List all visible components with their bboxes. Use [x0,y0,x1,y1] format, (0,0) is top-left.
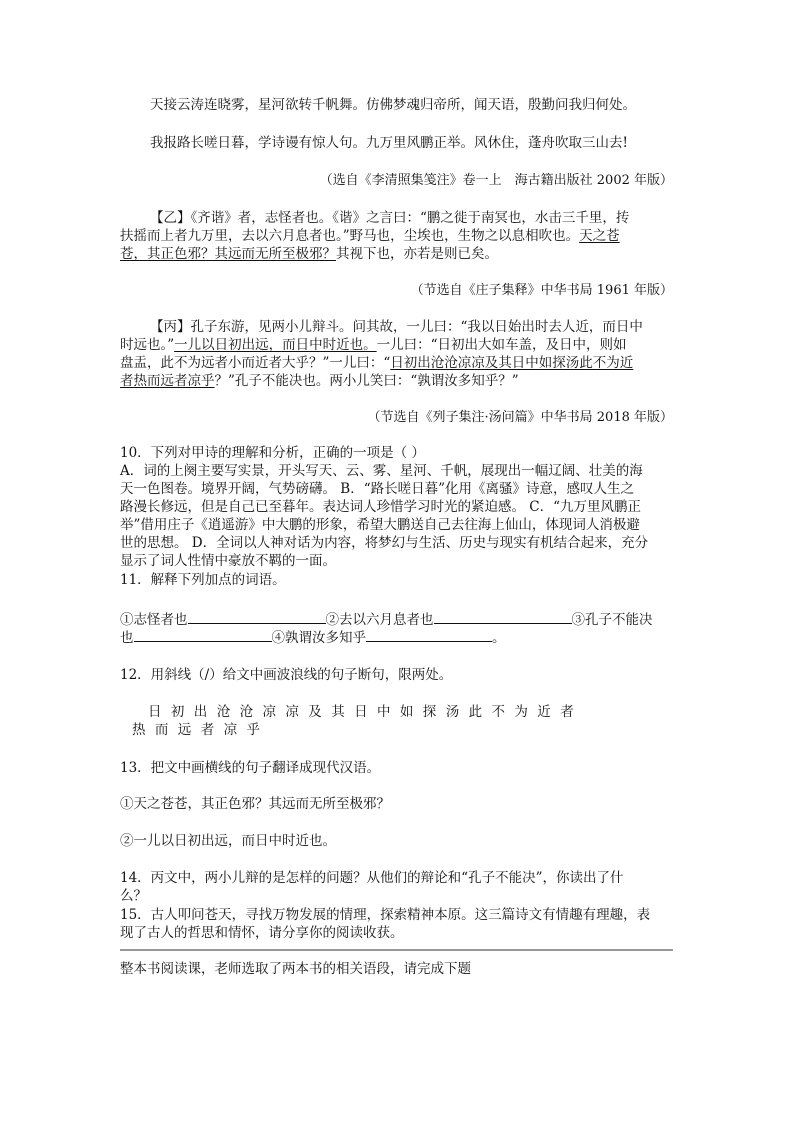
q10-line-6: 显示了词人性情中豪放不羁的一面。 [120,553,336,569]
poem-source: （选自《李清照集笺注》卷一上 海古籍出版社 2002 年版） [319,173,673,188]
poem-line-2: 我报路长嗟日暮，学诗谩有惊人句。九万里风鹏正举。风休住，蓬舟吹取三山去! [150,135,628,151]
q11-item-c: ③孔子不能决 [571,612,653,628]
yi-source: （节选自《庄子集释》中华书局 1961 年版） [410,283,673,298]
q14-line-2: 么？ [120,888,147,904]
yi-line-2-text: 扶摇而上者九万里，去以六月息者也。”野马也，尘埃也，生物之以息相吹也。 [120,228,580,244]
q11-item-a: ①志怪者也 [120,612,188,628]
q10-line-1: A．词的上阕主要写实景，开头写天、云、雾、星河、千帆，展现出一幅辽阔、壮美的海 [120,463,643,479]
bing-line-3 [120,353,673,373]
bing-wavy-sentence-b: 者热而远者凉乎 [120,373,215,389]
bing-source: （节选自《列子集注·汤问篇》中华书局 2018 年版） [367,410,673,425]
bing-line-3a: 盘盂，此不为远者小而近者大乎？”一儿曰：“ [120,355,391,371]
q11-stem: 11．解释下列加点的词语。 [120,572,286,588]
q14-line-1: 14．丙文中，两小儿辩的是怎样的问题？从他们的辩论和“孔子不能决”，你读出了什 [120,870,624,886]
q11-blank-d[interactable] [366,627,492,642]
yi-underlined-b: 苍，其正色邪？其远而无所至极邪？ [120,246,336,262]
bing-line-4 [120,371,673,391]
q10-line-2: 天一色图卷。境界开阔，气势磅礴。 B．“路长嗟日暮”化用《离骚》诗意，感叹人生之 [120,481,635,497]
q12-sentence-line-1: 日初出沧沧凉凉及其日中如探汤此不为近者 [148,704,584,720]
yi-underlined-a: 天之苍 [579,228,620,244]
q10-line-5: 世的思想。 D．全词以人神对话为内容，将梦幻与生活、历史与现实有机结合起来，充分 [120,535,649,551]
q12-stem: 12．用斜线（/）给文中画波浪线的句子断句，限两处。 [120,667,453,683]
q15-line-1: 15．古人叩问苍天，寻找万物发展的情理，探索精神本原。这三篇诗文有情趣有理趣，表 [120,907,651,923]
q10-line-3: 路漫长修远，但是自己已至暮年。表达词人珍惜学习时光的紧迫感。 C．“九万里风鹏正 [120,499,642,515]
bing-line-1: 【丙】孔子东游，见两小儿辩斗。问其故，一儿曰：“我以日始出时去人近，而日中 [150,319,643,335]
footer-prompt: 整本书阅读课，老师选取了两本书的相关语段，请完成下题 [120,961,471,977]
yi-line-3-text: 其视下也，亦若是则已矣。 [336,246,498,262]
q10-stem: 10．下列对甲诗的理解和分析，正确的一项是（ ） [120,445,425,461]
yi-line-1: 【乙】《齐谐》者，志怪者也。《谐》之言曰：“鹏之徙于南冥也，水击三千里，抟 [150,210,630,226]
bing-line-2a: 时远也。” [120,337,175,353]
yi-line-2 [120,226,673,246]
q11-item-b: ②去以六月息者也 [325,612,434,628]
q13-item-a: ①天之苍苍，其正色邪？其远而无所至极邪？ [120,796,390,812]
bing-line-2 [120,335,673,355]
q11-item-c-tail: 也 [120,630,134,646]
q12-sentence-line-2: 热而远者凉乎 [132,722,270,738]
bing-wavy-sentence-a: 日初出沧沧凉凉及其日中如探汤此不为近 [390,355,634,371]
q10-line-4: 举”借用庄子《逍遥游》中大鹏的形象，希望大鹏送自己去往海上仙山，体现词人消极避 [120,517,640,533]
bing-line-4b: ？”孔子不能决也。两小儿笑曰：“孰谓汝多知乎？” [214,373,519,389]
section-divider [120,949,673,951]
q11-item-d: ④孰谓汝多知乎 [271,630,366,646]
q11-blank-b[interactable] [434,609,572,624]
q13-item-b: ②一儿以日初出远，而日中时近也。 [120,833,336,849]
poem-line-1: 天接云涛连晓雾，星河欲转千帆舞。仿佛梦魂归帝所，闻天语，殷勤问我归何处。 [150,97,636,113]
yi-line-3 [120,244,673,264]
q11-end: 。 [492,630,506,646]
q13-stem: 13．把文中画横线的句子翻译成现代汉语。 [120,760,381,776]
bing-underlined-sentence: 一儿以日初出远，而日中时近也。 [174,337,377,353]
bing-line-2b: 一儿曰：“日初出大如车盖，及日中，则如 [376,337,627,353]
q11-blank-a[interactable] [188,609,326,624]
q11-line-2 [120,627,673,648]
q11-blank-c[interactable] [134,627,272,642]
q15-line-2: 现了古人的哲思和情怀，请分享你的阅读收获。 [120,925,404,941]
